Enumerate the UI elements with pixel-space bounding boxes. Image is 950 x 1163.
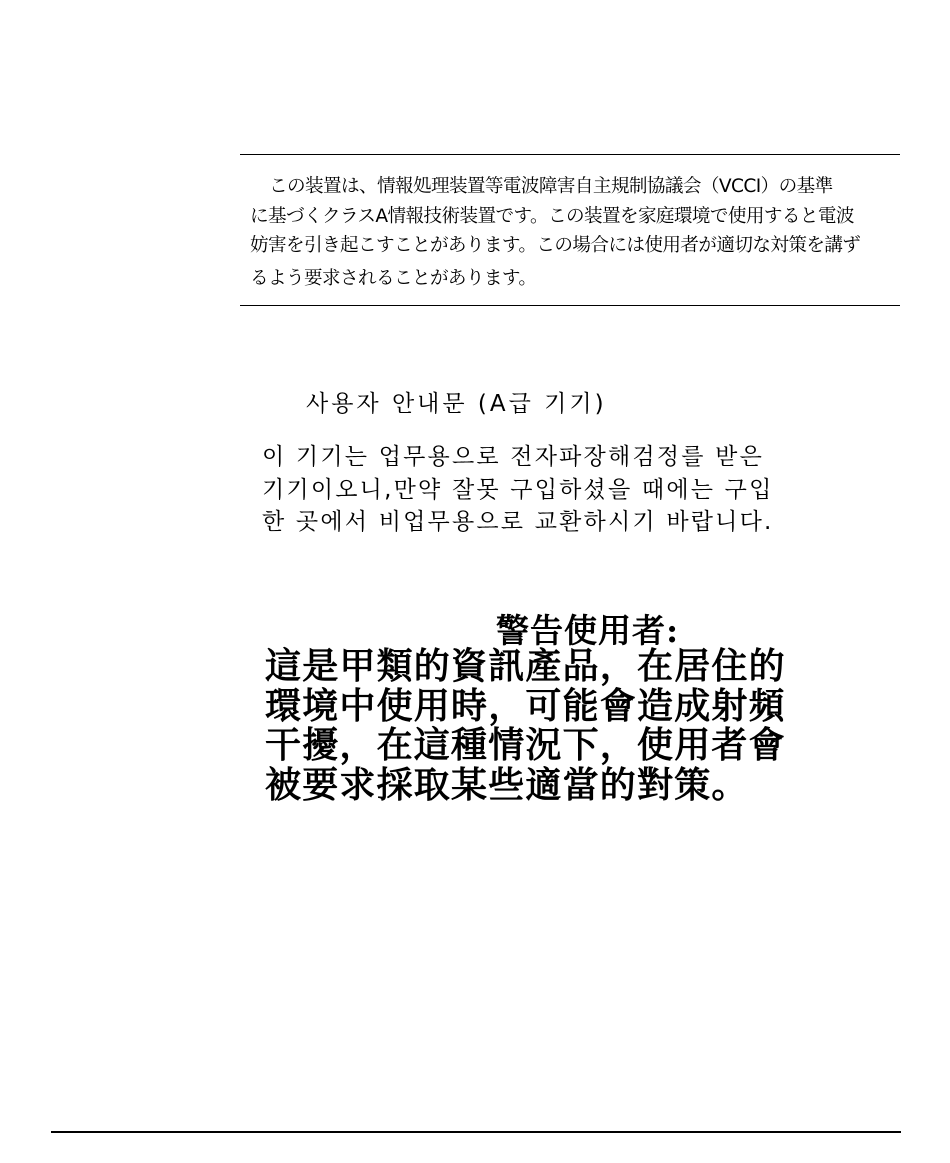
korean-notice-line: 이 기기는 업무용으로 전자파장해검정를 받은 [262,444,764,470]
taiwan-notice-line: 干擾，在這種情況下，使用者會 [265,724,786,766]
korean-notice-title: 사용자 안내문 (A급 기기) [306,391,607,417]
vcci-notice-line: るよう要求されることがあります。 [250,268,537,289]
vcci-notice-line: に基づくクラスA情報技術装置です。この装置を家庭環境で使用すると電波 [250,206,854,227]
taiwan-notice-title: 警告使用者: [496,611,680,650]
taiwan-notice-line: 這是甲類的資訊產品，在居住的 [265,645,786,687]
korean-notice-line: 한 곳에서 비업무용으로 교환하시기 바랍니다. [262,509,774,535]
korean-notice-line: 기기이오니,만약 잘못 구입하셨을 때에는 구입 [262,477,774,503]
taiwan-notice-line: 環境中使用時，可能會造成射頻 [265,685,786,727]
vcci-notice-line: 妨害を引き起こすことがあります。この場合には使用者が適切な対策を講ず [250,235,861,256]
vcci-notice [240,154,900,306]
vcci-notice-line: この装置は、情報処理装置等電波障害自主規制協議会（VCCI）の基準 [269,176,833,197]
footer-divider [51,1131,901,1133]
taiwan-notice-line: 被要求採取某些適當的對策。 [265,764,749,806]
